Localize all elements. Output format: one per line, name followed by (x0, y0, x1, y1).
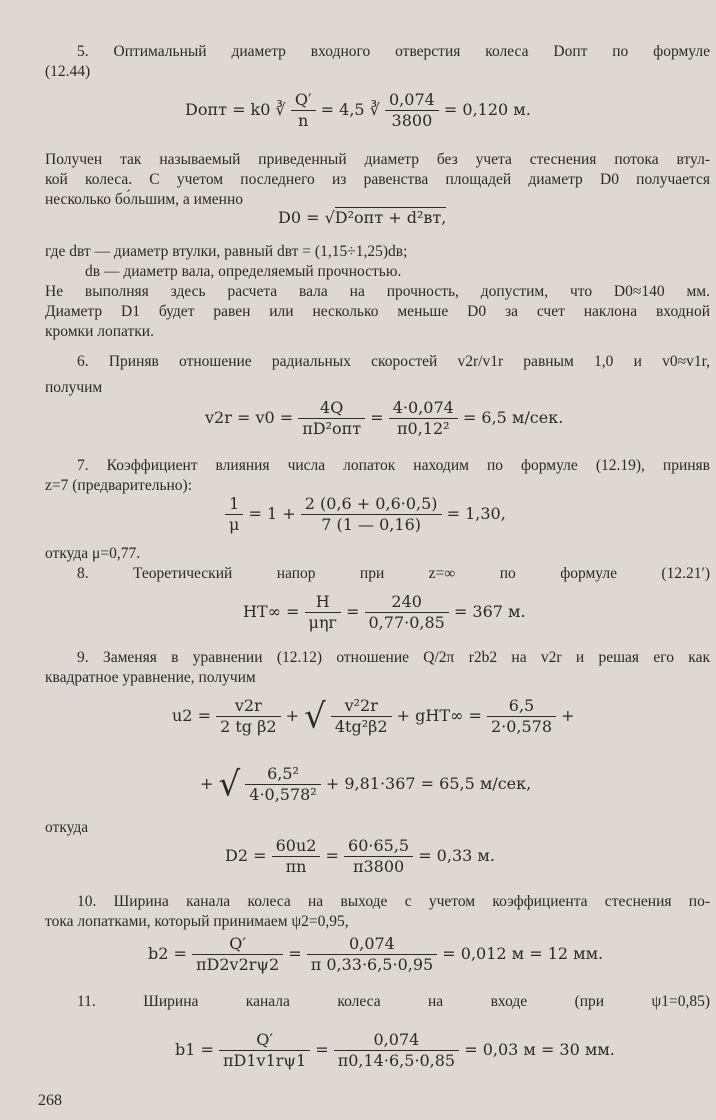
text-line: 7. Коэффициент влияния числа лопаток находим по формуле (12.19), приняв (77, 457, 710, 474)
fraction (219, 1030, 310, 1071)
formula-part: D2 = (225, 846, 267, 865)
numerator: v²2r (331, 696, 392, 717)
fraction (301, 494, 442, 535)
text-line: 6. Приняв отношение радиальных скоростей v2r/v1r равным 1,0 и v0≈v1r, (77, 353, 710, 370)
formula-ht: HT∞ = $\frac{H}{\text{μηг}}$ = $\frac{240}{0,77\cdot 0,85}$ = 367 м. (243, 592, 526, 632)
numerator: H (305, 592, 341, 613)
text-line: z=7 (предварительно): (45, 477, 193, 494)
fraction (331, 696, 392, 737)
text-line: 11. Ширина канала колеса на входе (при ψ1=0,85) (77, 993, 710, 1010)
numerator: 60u2 (272, 836, 321, 857)
denominator: πD2v2rψ2 (196, 955, 280, 974)
formula-u2-cont (200, 764, 531, 805)
formula-part: D²опт + d²вт, (334, 208, 447, 227)
text-line: где dвт — диаметр втулки, равный dвт = (1,15÷1,25)dв; (45, 243, 408, 260)
formula-part: = 4,5 (320, 100, 365, 119)
fraction (245, 764, 320, 805)
denominator: 2·0,578 (490, 717, 553, 736)
text-line: кромки лопатки. (45, 323, 154, 340)
fraction (192, 934, 283, 975)
formula-part: D0 = (278, 208, 325, 227)
numerator: 4·0,074 (389, 398, 458, 419)
numerator: 1 (225, 494, 243, 515)
formula-d2: D2 = $\frac{60u2}{\pi n}$ = $\frac{60\cdot 65,5}{\pi 3800}$ = 0,33 м. (225, 836, 495, 876)
sqrt-icon: √ (218, 764, 241, 805)
text-line: dв — диаметр вала, определяемый прочностью. (85, 263, 402, 280)
numerator: 0,074 (385, 90, 439, 111)
formula-d0 (278, 208, 446, 227)
formula-part: b2 = (148, 944, 187, 963)
formula-part: + (200, 774, 214, 793)
formula-part: + 9,81·367 = 65,5 м/сек, (325, 774, 532, 793)
text-line: Получен так называемый приведенный диаметр без учета стеснения потока втул- (45, 151, 710, 168)
text-line: Не выполняя здесь расчета вала на прочность, допустим, что D0≈140 мм. (45, 283, 710, 300)
denominator: 2 tg β2 (220, 717, 277, 736)
numerator: 0,074 (307, 934, 437, 955)
denominator: π0,14·6,5·0,85 (337, 1051, 456, 1070)
fraction (305, 592, 341, 633)
text-line: получим (45, 379, 103, 396)
text-line: 5. Оптимальный диаметр входного отверстия колеса Dопт по формуле (77, 43, 710, 60)
formula-b1: b1 = $\frac{Q'}{\pi D1v1r\psi 1}$ = $\frac{0,074}{\pi 0,14\cdot 6,5\cdot 0,85}$ = 0,03 м = 30 мм. (175, 1030, 615, 1070)
page-number: 268 (38, 1092, 62, 1109)
formula-mu (225, 494, 506, 535)
fraction (487, 696, 556, 737)
formula-part: = 1,30, (446, 504, 506, 523)
formula-part: = 0,33 м. (418, 846, 495, 865)
formula-b2: b2 = $\frac{Q'}{\pi D2v2r\psi 2}$ = $\frac{0,074}{\pi 0,33\cdot 6,5\cdot 0,95}$ = 0,012 м = 12 мм. (148, 934, 604, 974)
text-line: Диаметр D1 будет равен или несколько меньше D0 за счет наклона входной (45, 303, 710, 320)
numerator: 6,5 (487, 696, 556, 717)
denominator: μ (229, 515, 240, 534)
formula-part: = 1 + (248, 504, 296, 523)
text-line: откуда μ=0,77. (45, 545, 141, 562)
formula-part: = 0,012 м = 12 мм. (442, 944, 604, 963)
denominator: πD²опт (302, 419, 362, 438)
text-line: 9. Заменяя в уравнении (12.12) отношение Q/2π r2b2 на v2r и решая его как (77, 649, 710, 666)
formula-part: + (561, 706, 575, 725)
numerator: Q′ (192, 934, 283, 955)
numerator: v2r (216, 696, 280, 717)
formula-part: HT∞ = (243, 602, 300, 621)
formula-part: = 0,120 м. (443, 100, 531, 119)
denominator: π3800 (352, 857, 405, 876)
formula-part: Dопт = k0 (185, 100, 271, 119)
numerator: 4Q (298, 398, 365, 419)
text-line: (12.44) (45, 63, 91, 80)
sqrt-icon: √ (304, 696, 326, 737)
denominator: 4tg²β2 (334, 717, 388, 736)
text-line: несколько бо́льшим, а именно (45, 191, 244, 208)
denominator: n (298, 111, 309, 130)
numerator: Q′ (291, 90, 316, 111)
fraction (225, 494, 243, 535)
fraction (365, 592, 449, 633)
formula-part: = 367 м. (453, 602, 526, 621)
denominator: μηг (308, 613, 337, 632)
numerator: 240 (365, 592, 449, 613)
denominator: π 0,33·6,5·0,95 (310, 955, 434, 974)
formula-part: v2r = v0 = (205, 408, 294, 427)
denominator: πD1v1rψ1 (223, 1051, 307, 1070)
fraction (216, 696, 280, 737)
fraction (307, 934, 437, 975)
cube-root-icon: ∛ (275, 100, 286, 119)
denominator: 4·0,578² (249, 785, 317, 804)
fraction (291, 90, 316, 131)
fraction (385, 90, 439, 131)
denominator: 7 (1 — 0,16) (321, 515, 421, 534)
formula-part: = 6,5 м/сек. (462, 408, 564, 427)
text-line: квадратное уравнение, получим (45, 669, 256, 686)
denominator: πn (285, 857, 307, 876)
fraction (298, 398, 365, 439)
numerator: 60·65,5 (344, 836, 413, 857)
denominator: π0,12² (396, 419, 450, 438)
text-line: 10. Ширина канала колеса на выходе с учетом коэффициента стеснения по- (77, 893, 710, 910)
formula-v2r: v2r = v0 = $\frac{4Q}{\text{πD²опт}}$ = $\frac{4\cdot 0,074}{\text{π0,12²}}$ = 6,5 м/сек. (205, 398, 564, 438)
denominator: 0,77·0,85 (368, 613, 445, 632)
fraction (344, 836, 413, 877)
fraction (389, 398, 458, 439)
formula-part: + gHT∞ = (396, 706, 482, 725)
cube-root-icon: ∛ (369, 100, 380, 119)
sqrt-icon: √ (324, 208, 335, 227)
formula-u2: u2 = $\frac{v2r}{\text{2 tg β2}}$ + √ $\frac{\text{v²2r}}{\text{4tg²β2}}$ + gHT∞ = $\frac{6,5}{2\cdot 0,578}$ + (172, 696, 575, 737)
numerator: 2 (0,6 + 0,6·0,5) (301, 494, 442, 515)
denominator: 3800 (391, 111, 433, 130)
numerator: 0,074 (334, 1030, 459, 1051)
formula-part: b1 = (175, 1040, 214, 1059)
formula-part: = 0,03 м = 30 мм. (464, 1040, 615, 1059)
text-line: тока лопатками, который принимаем ψ2=0,95, (45, 913, 349, 930)
text-line: откуда (45, 819, 89, 836)
text-line: кой колеса. С учетом последнего из равенства площадей диаметр D0 получается (45, 171, 710, 188)
formula-d-opt (185, 90, 531, 131)
numerator: 6,5² (245, 764, 320, 785)
numerator: Q′ (219, 1030, 310, 1051)
fraction (334, 1030, 459, 1071)
text-line: 8. Теоретический напор при z=∞ по формуле (12.21′) (77, 565, 710, 582)
fraction (272, 836, 321, 877)
formula-part: u2 = (172, 706, 211, 725)
